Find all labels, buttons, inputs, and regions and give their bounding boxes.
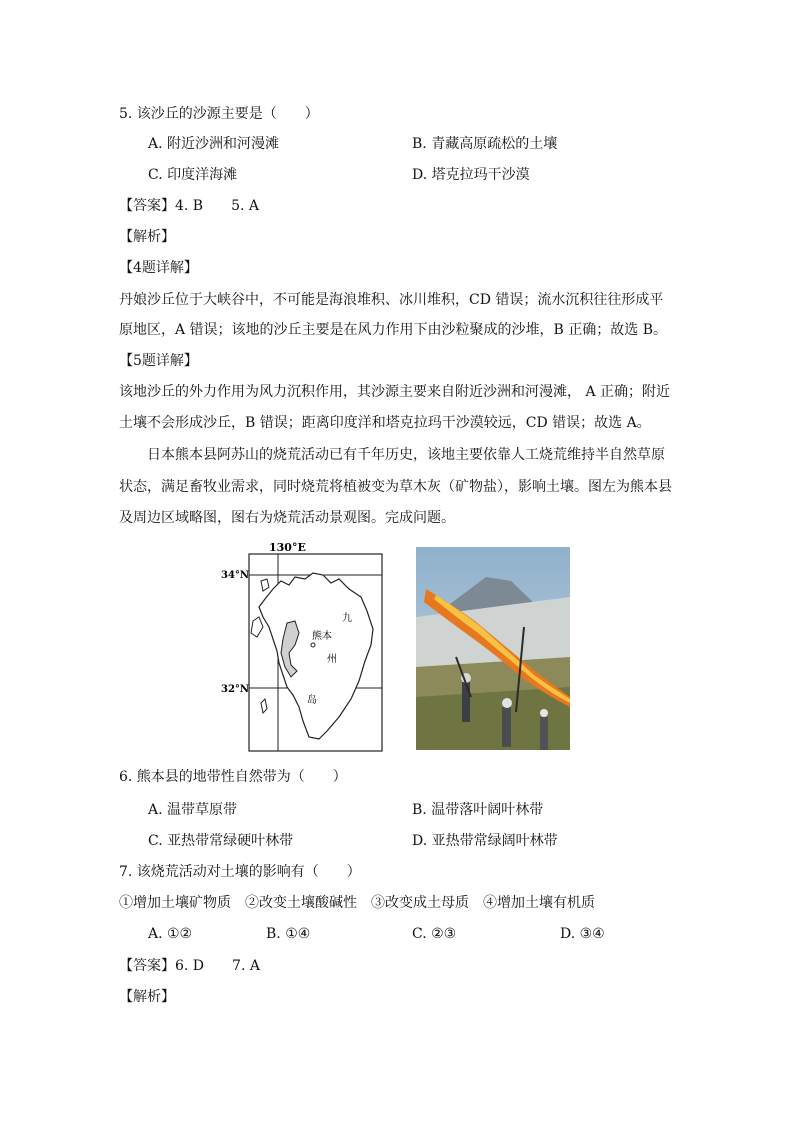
q6-option-a: A. 温带草原带 (148, 802, 238, 818)
intro-line-2: 状态，满足畜牧业需求，同时烧荒将植被变为草木灰（矿物盐），影响土壤。图左为熊本县 (119, 479, 672, 495)
field-burning-photo (416, 547, 570, 750)
field-burning-scene (416, 547, 570, 750)
q7-option-a: A. ①② (148, 926, 193, 942)
q5-option-b: B. 青藏高原疏松的土壤 (412, 136, 558, 152)
map-island-char-3: 岛 (307, 695, 317, 706)
map-city-label: 熊本 (312, 631, 332, 642)
map-island-char-2: 州 (327, 654, 337, 665)
q5-option-c: C. 印度洋海滩 (148, 167, 238, 183)
q6-stem: 6. 熊本县的地带性自然带为（ ） (119, 769, 347, 785)
q5-option-a: A. 附近沙洲和河漫滩 (148, 136, 280, 152)
q5-option-d: D. 塔克拉玛干沙漠 (412, 167, 530, 183)
kumamoto-map (221, 541, 383, 752)
q7-option-c: C. ②③ (412, 926, 457, 942)
q7-items: ①增加土壤矿物质 ②改变土壤酸碱性 ③改变成土母质 ④增加土壤有机质 (119, 895, 595, 911)
detail-4-line-2: 原地区，A 错误；该地的沙丘主要是在风力作用下由沙粒聚成的沙堆，B 正确；故选 B。 (119, 322, 668, 338)
intro-line-3: 及周边区域略图，图右为烧荒活动景观图。完成问题。 (119, 510, 455, 526)
map-island-char-1: 九 (342, 613, 352, 624)
answer-4-5: 【答案】4. B 5. A (119, 198, 260, 214)
analysis-label-2: 【解析】 (119, 989, 175, 1005)
map-lat32-label: 32°N (221, 684, 250, 695)
q6-option-b: B. 温带落叶阔叶林带 (412, 802, 544, 818)
q6-option-d: D. 亚热带常绿阔叶林带 (412, 833, 558, 849)
detail-4-head: 【4题详解】 (119, 260, 198, 276)
q7-stem: 7. 该烧荒活动对土壤的影响有（ ） (119, 864, 361, 880)
detail-5-line-1: 该地沙丘的外力作用为风力沉积作用，其沙源主要来自附近沙洲和河漫滩， A 正确；附近 (119, 384, 671, 400)
intro-line-1: 日本熊本县阿苏山的烧荒活动已有千年历史，该地主要依靠人工烧荒维持半自然草原 (147, 447, 665, 463)
analysis-label-1: 【解析】 (119, 229, 175, 245)
map-lon-label: 130°E (269, 541, 306, 554)
q7-option-b: B. ①④ (266, 926, 311, 942)
answer-6-7: 【答案】6. D 7. A (119, 958, 260, 974)
detail-5-line-2: 土壤不会形成沙丘，B 错误；距离印度洋和塔克拉玛干沙漠较远，CD 错误；故选 A。 (119, 415, 651, 431)
kumamoto-map-figure (221, 541, 383, 752)
q5-stem: 5. 该沙丘的沙源主要是（ ） (119, 106, 319, 122)
map-lat34-label: 34°N (221, 570, 250, 581)
detail-5-head: 【5题详解】 (119, 353, 198, 369)
detail-4-line-1: 丹娘沙丘位于大峡谷中，不可能是海浪堆积、冰川堆积，CD 错误；流水沉积往往形成平 (119, 292, 664, 308)
q6-option-c: C. 亚热带常绿硬叶林带 (148, 833, 294, 849)
q7-option-d: D. ③④ (560, 926, 605, 942)
